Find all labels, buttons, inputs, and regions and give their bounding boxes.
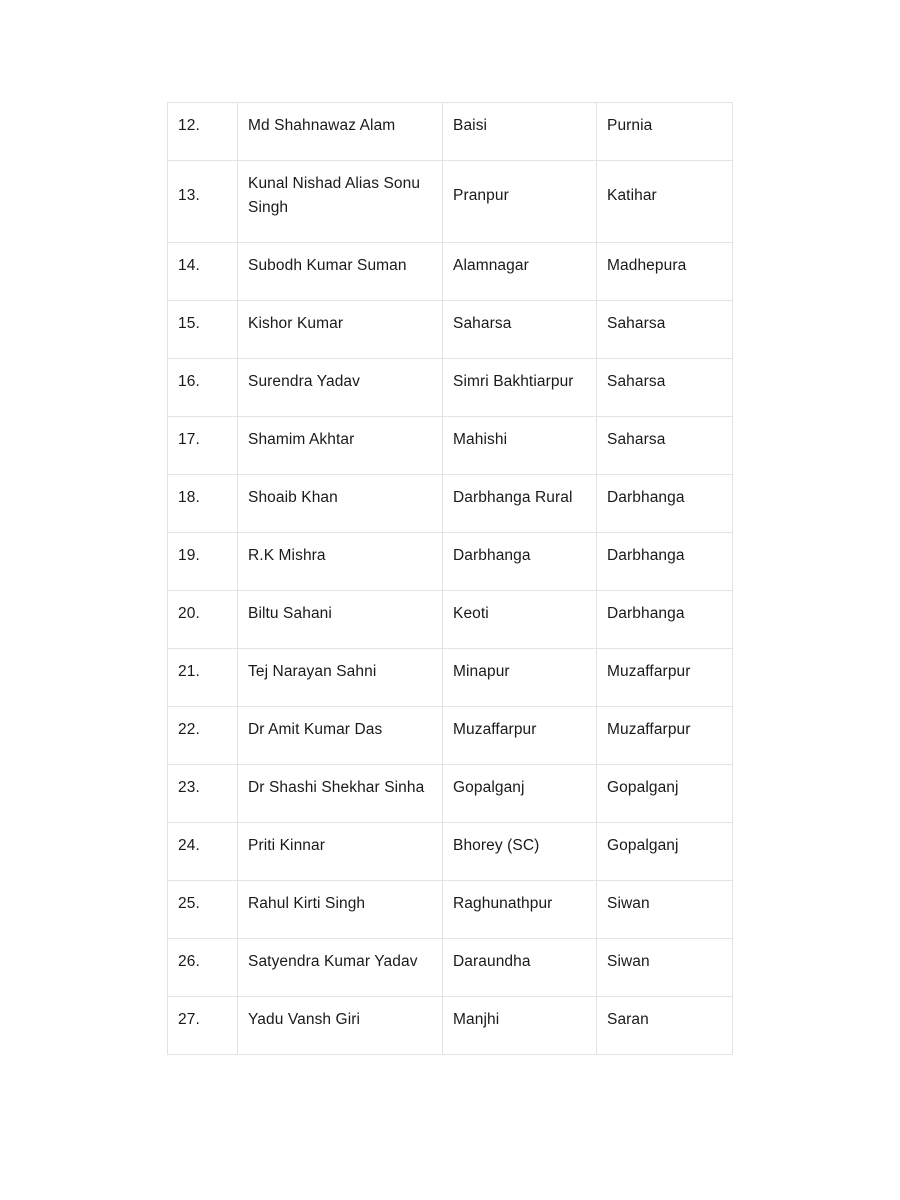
district: Siwan [597, 881, 733, 939]
table-row [168, 707, 733, 765]
constituency: Bhorey (SC) [443, 823, 597, 881]
candidate-name: Biltu Sahani [238, 591, 443, 649]
serial-number: 14. [168, 243, 238, 301]
candidate-name: Kunal Nishad Alias Sonu Singh [238, 161, 443, 243]
district: Saharsa [597, 301, 733, 359]
candidate-name: Surendra Yadav [238, 359, 443, 417]
table-row [168, 823, 733, 881]
district: Gopalganj [597, 823, 733, 881]
constituency: Mahishi [443, 417, 597, 475]
table-row [168, 997, 733, 1055]
table-row [168, 591, 733, 649]
district: Muzaffarpur [597, 649, 733, 707]
serial-number: 17. [168, 417, 238, 475]
serial-number: 19. [168, 533, 238, 591]
district: Muzaffarpur [597, 707, 733, 765]
constituency: Saharsa [443, 301, 597, 359]
constituency: Daraundha [443, 939, 597, 997]
constituency: Manjhi [443, 997, 597, 1055]
district: Saharsa [597, 359, 733, 417]
district: Katihar [597, 161, 733, 243]
candidate-name: Yadu Vansh Giri [238, 997, 443, 1055]
candidate-name: Satyendra Kumar Yadav [238, 939, 443, 997]
district: Darbhanga [597, 533, 733, 591]
candidate-name: Dr Amit Kumar Das [238, 707, 443, 765]
constituency: Minapur [443, 649, 597, 707]
constituency: Muzaffarpur [443, 707, 597, 765]
serial-number: 22. [168, 707, 238, 765]
candidates-table [167, 102, 733, 1055]
serial-number: 21. [168, 649, 238, 707]
constituency: Gopalganj [443, 765, 597, 823]
district: Purnia [597, 103, 733, 161]
district: Saran [597, 997, 733, 1055]
serial-number: 15. [168, 301, 238, 359]
serial-number: 24. [168, 823, 238, 881]
candidate-name: Rahul Kirti Singh [238, 881, 443, 939]
serial-number: 13. [168, 161, 238, 243]
candidate-name: Tej Narayan Sahni [238, 649, 443, 707]
candidate-name: Subodh Kumar Suman [238, 243, 443, 301]
serial-number: 12. [168, 103, 238, 161]
table-row [168, 417, 733, 475]
serial-number: 20. [168, 591, 238, 649]
table-row [168, 881, 733, 939]
table-row [168, 649, 733, 707]
table-row [168, 359, 733, 417]
constituency: Alamnagar [443, 243, 597, 301]
serial-number: 25. [168, 881, 238, 939]
candidate-name: Priti Kinnar [238, 823, 443, 881]
serial-number: 26. [168, 939, 238, 997]
constituency: Keoti [443, 591, 597, 649]
district: Gopalganj [597, 765, 733, 823]
constituency: Pranpur [443, 161, 597, 243]
table-row [168, 939, 733, 997]
district: Madhepura [597, 243, 733, 301]
constituency: Darbhanga Rural [443, 475, 597, 533]
candidate-name: R.K Mishra [238, 533, 443, 591]
candidate-name: Shamim Akhtar [238, 417, 443, 475]
district: Darbhanga [597, 475, 733, 533]
candidate-name: Dr Shashi Shekhar Sinha [238, 765, 443, 823]
serial-number: 27. [168, 997, 238, 1055]
candidate-name: Shoaib Khan [238, 475, 443, 533]
table-row [168, 765, 733, 823]
constituency: Darbhanga [443, 533, 597, 591]
serial-number: 18. [168, 475, 238, 533]
constituency: Raghunathpur [443, 881, 597, 939]
table-row [168, 475, 733, 533]
constituency: Simri Bakhtiarpur [443, 359, 597, 417]
table-row [168, 103, 733, 161]
table-row [168, 161, 733, 243]
candidate-name: Md Shahnawaz Alam [238, 103, 443, 161]
table-row [168, 301, 733, 359]
district: Saharsa [597, 417, 733, 475]
serial-number: 16. [168, 359, 238, 417]
district: Siwan [597, 939, 733, 997]
constituency: Baisi [443, 103, 597, 161]
candidate-name: Kishor Kumar [238, 301, 443, 359]
district: Darbhanga [597, 591, 733, 649]
table-row [168, 243, 733, 301]
serial-number: 23. [168, 765, 238, 823]
table-row [168, 533, 733, 591]
